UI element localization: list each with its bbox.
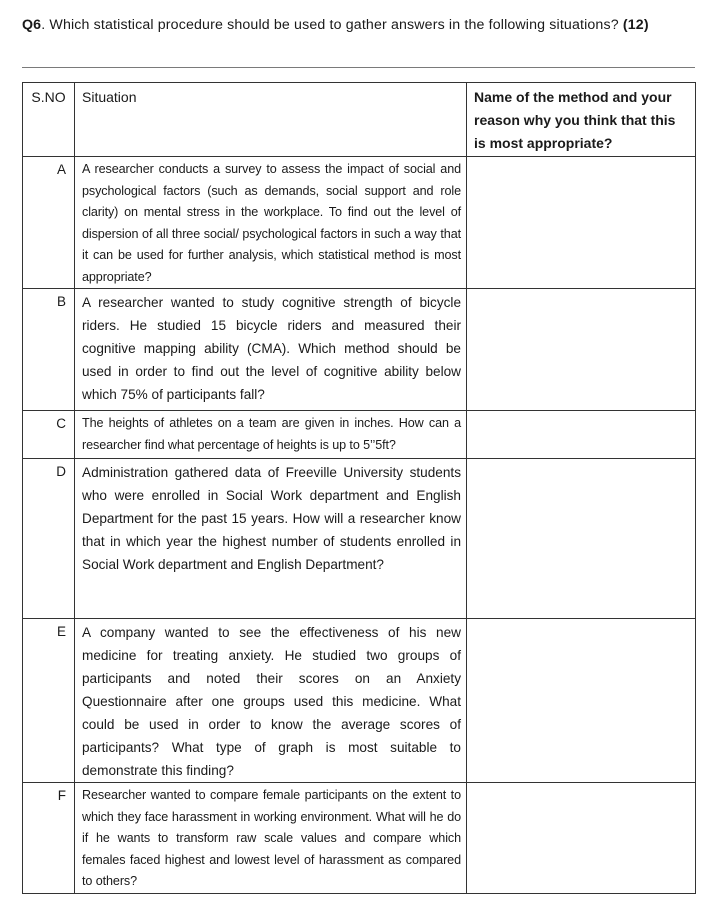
answer-cell[interactable] xyxy=(467,157,696,289)
answer-cell[interactable] xyxy=(467,411,696,459)
situations-table xyxy=(22,82,696,894)
answer-cell[interactable] xyxy=(467,289,696,411)
row-situation: A researcher wanted to study cognitive strength of bicycle riders. He studied 15 bicycle riders and measured their cognitive mapping ability (CMA). Which method should be used in order to find out the level of cognitive ability below which 75% of participants fall? xyxy=(75,289,467,411)
header-situation: Situation xyxy=(75,83,467,157)
question-number: Q6 xyxy=(22,17,42,33)
table-row xyxy=(23,783,696,894)
answer-cell[interactable] xyxy=(467,619,696,783)
row-sno: F xyxy=(23,783,75,894)
table-row xyxy=(23,289,696,411)
table-row xyxy=(23,157,696,289)
header-sno: S.NO xyxy=(23,83,75,157)
row-situation: A researcher conducts a survey to assess the impact of social and psychological factors (such as demands, social support and role clarity) on mental stress in the workplace. To find out the level of dispersion of all three social/ psychological factors in such a way that it can be used for further analysis, which statistical method is most appropriate? xyxy=(75,157,467,289)
question-body: . Which statistical procedure should be used to gather answers in the following situations? xyxy=(41,17,619,33)
row-sno: D xyxy=(23,459,75,619)
row-sno: E xyxy=(23,619,75,783)
row-situation: Researcher wanted to compare female participants on the extent to which they face harassment in working environment. What will he do if he wants to transform raw scale values and compare which females faced highest and lowest level of harassment as compared to others? xyxy=(75,783,467,894)
row-situation: A company wanted to see the effectiveness of his new medicine for treating anxiety. He studied two groups of participants and noted their scores on an Anxiety Questionnaire after one groups used this medicine. What could be used in order to know the average scores of participants? What type of graph is most suitable to demonstrate this finding? xyxy=(75,619,467,783)
row-situation: Administration gathered data of Freeville University students who were enrolled in Social Work department and English Department for the past 15 years. How will a researcher know that in which year the highest number of students enrolled in Social Work department and English Department? xyxy=(75,459,467,619)
row-situation: The heights of athletes on a team are given in inches. How can a researcher find what percentage of heights is up to 5’’5ft? xyxy=(75,411,467,459)
question-marks: (12) xyxy=(622,17,649,33)
question-text xyxy=(22,14,662,36)
row-sno: B xyxy=(23,289,75,411)
table-row xyxy=(23,459,696,619)
table-header-row xyxy=(23,83,696,157)
answer-cell[interactable] xyxy=(467,783,696,894)
row-sno: A xyxy=(23,157,75,289)
answer-cell[interactable] xyxy=(467,459,696,619)
table-row xyxy=(23,619,696,783)
header-method: Name of the method and your reason why you think that this is most appropriate? xyxy=(467,83,696,157)
table-row xyxy=(23,411,696,459)
row-sno: C xyxy=(23,411,75,459)
horizontal-rule xyxy=(22,67,695,68)
